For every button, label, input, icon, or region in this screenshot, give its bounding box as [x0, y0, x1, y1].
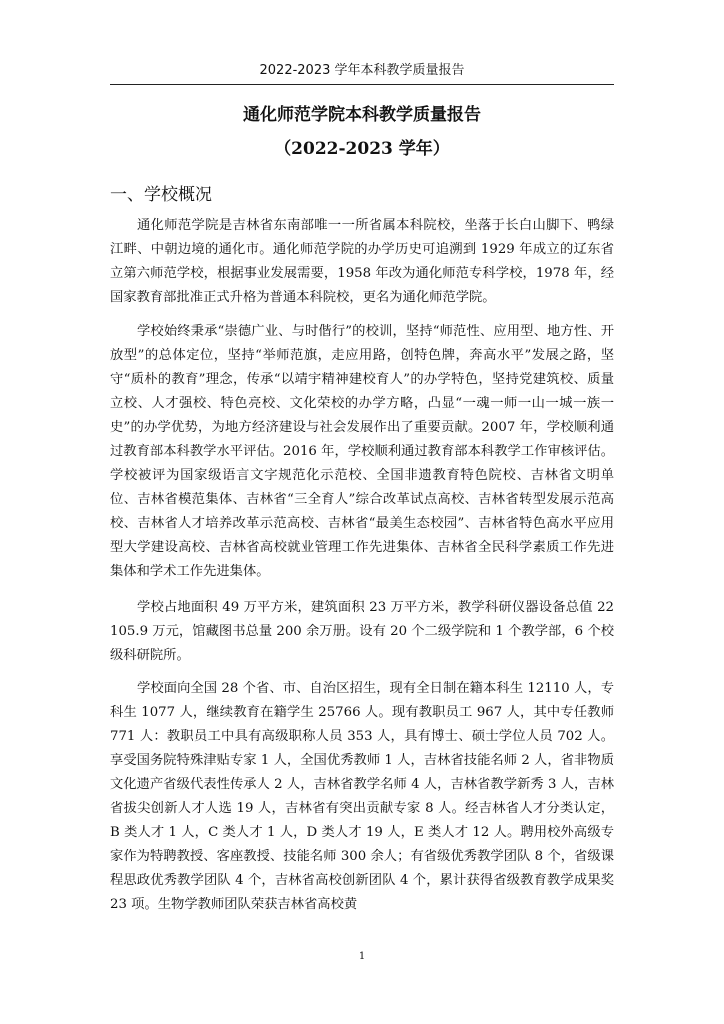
- running-header: 2022-2023 学年本科教学质量报告: [259, 63, 465, 78]
- body-paragraph: 学校面向全国 28 个省、市、自治区招生，现有全日制在籍本科生 12110 人，专科生 1077 人，继续教育在籍学生 25766 人。现有教职员工 967 人，其中专任教师 771 人：教职员工中具有高级职称人员 353 人，具有博士、硕士学位人员 702 人。享受国务院特殊津贴专家 1 人，全国优秀教师 1 人，吉林省技能名师 2 人，省非物质文化遗产省级代表性传承人 2 人，吉林省教学名师 4 人，吉林省教学新秀 3 人，吉林省拔尖创新人才人选 19 人，吉林省有突出贡献专家 8 人。经吉林省人才分类认定，B 类人才 1 人，C 类人才 1 人，D 类人才 19 人，E 类人才 12 人。聘用校外高级专家作为特聘教授、客座教授、技能名师 300 余人；有省级优秀教学团队 8 个，省级课程思政优秀教学团队 4 个，吉林省高校创新团队 4 个，累计获得省级教育教学成果奖 23 项。生物学教师团队荣获吉林省高校黄: [110, 681, 614, 912]
- document-subtitle: （2022-2023 学年）: [274, 139, 450, 159]
- page-number: 1: [358, 951, 366, 962]
- section-heading: 一、学校概况: [110, 185, 212, 205]
- body-paragraph: 通化师范学院是吉林省东南部唯一一所省属本科院校，坐落于长白山脚下、鸭绿江畔、中朝边境的通化市。通化师范学院的办学历史可追溯到 1929 年成立的辽东省立第六师范学校，根据事业发展需要，1958 年改为通化师范专科学校，1978 年，经国家教育部批准正式升格为普通本科院校，更名为通化师范学院。: [110, 218, 614, 305]
- header-divider: [110, 84, 614, 85]
- body-paragraph: 学校占地面积 49 万平方米，建筑面积 23 万平方米，教学科研仪器设备总值 22105.9 万元，馆藏图书总量 200 余万册。设有 20 个二级学院和 1 个教学部，6 个校级科研院所。: [110, 600, 614, 663]
- body-paragraph: 学校始终秉承“崇德广业、与时偕行”的校训，坚持“师范性、应用型、地方性、开放型”的总体定位，坚持“举师范旗，走应用路，创特色牌，奔高水平”发展之路，坚守“质朴的教育”理念，传承“以靖宇精神建校育人”的办学特色，坚持党建筑校、质量立校、人才强校、特色亮校、文化荣校的办学方略，凸显“一魂一师一山一城一族一史”的办学优势，为地方经济建设与社会发展作出了重要贡献。2007 年，学校顺利通过教育部本科教学水平评估。2016 年，学校顺利通过教育部本科教学工作审核评估。学校被评为国家级语言文字规范化示范校、全国非遗教育特色院校、吉林省文明单位、吉林省模范集体、吉林省“三全育人”综合改革试点高校、吉林省转型发展示范高校、吉林省人才培养改革示范高校、吉林省“最美生态校园”、吉林省特色高水平应用型大学建设高校、吉林省高校就业管理工作先进集体、吉林省全民科学素质工作先进集体和学术工作先进集体。: [110, 324, 614, 579]
- document-title: 通化师范学院本科教学质量报告: [243, 105, 481, 125]
